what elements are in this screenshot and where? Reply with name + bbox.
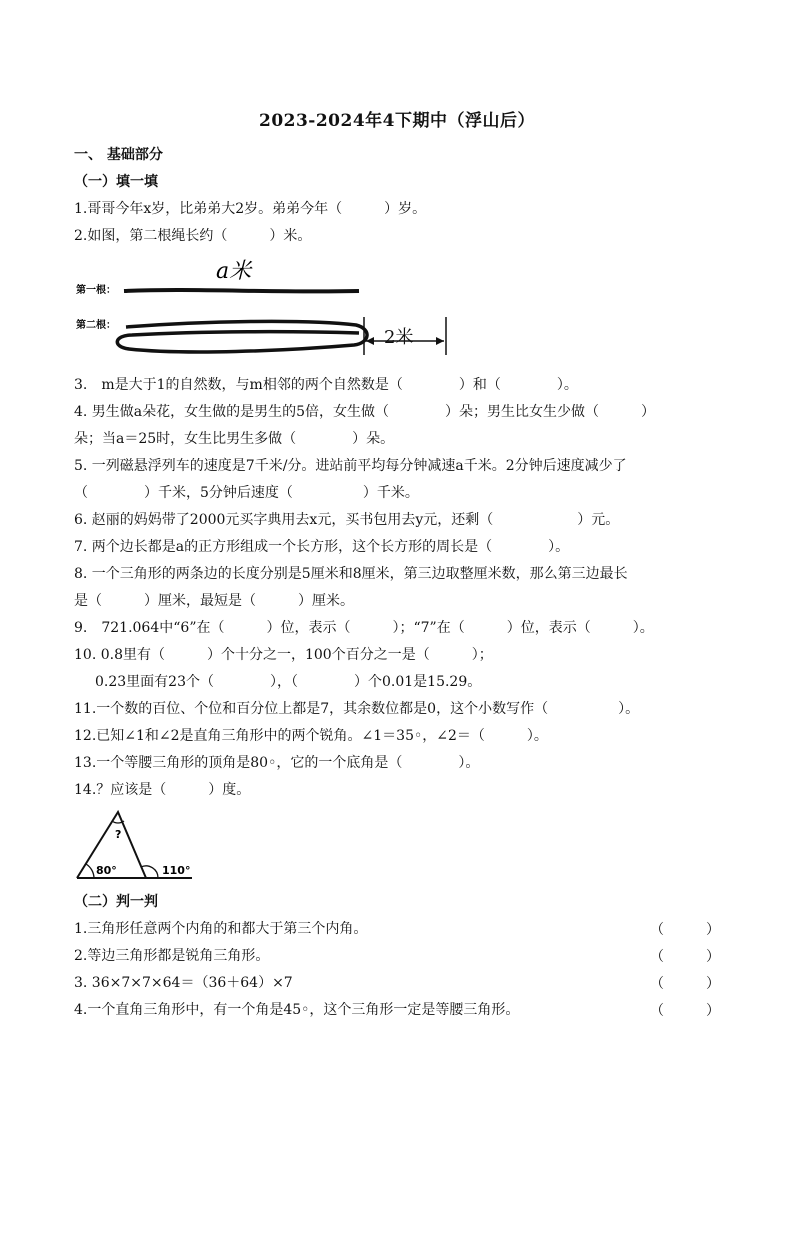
angle-110-label: 110° bbox=[162, 864, 191, 877]
part-fill-in: （一）填一填 bbox=[74, 174, 158, 190]
second-rope bbox=[117, 321, 367, 352]
rope-2m-label: 2米 bbox=[384, 327, 414, 348]
question-6: 6. 赵丽的妈妈带了2000元买字典用去x元，买书包用去y元，还剩（ ）元。 bbox=[74, 512, 620, 528]
question-3: 3. m是大于1的自然数，与m相邻的两个自然数是（ ）和（ ）。 bbox=[74, 377, 578, 393]
rope-second-label: 第二根： bbox=[76, 320, 116, 331]
angle-80-label: 80° bbox=[96, 864, 117, 877]
judge-2-text: 2.等边三角形都是锐角三角形。 bbox=[74, 948, 270, 964]
judge-3-answer[interactable]: （ ） bbox=[650, 976, 720, 992]
judge-1-text: 1.三角形任意两个内角的和都大于第三个内角。 bbox=[74, 921, 368, 937]
question-2: 2.如图，第二根绳长约（ ）米。 bbox=[74, 228, 312, 244]
angle-question-label: ? bbox=[115, 828, 122, 841]
question-7: 7. 两个边长都是a的正方形组成一个长方形，这个长方形的周长是（ ）。 bbox=[74, 539, 570, 555]
question-12: 12.已知∠1和∠2是直角三角形中的两个锐角。∠1＝35◦，∠2＝（ ）。 bbox=[74, 728, 548, 744]
judge-4-answer[interactable]: （ ） bbox=[650, 1003, 720, 1019]
arrow-right-icon bbox=[436, 337, 444, 345]
question-11: 11.一个数的百位、个位和百分位上都是7，其余数位都是0，这个小数写作（ ）。 bbox=[74, 701, 640, 717]
question-10-line2: 0.23里面有23个（ ），（ ）个0.01是15.29。 bbox=[95, 674, 482, 690]
question-10-line1: 10. 0.8里有（ ）个十分之一，100个百分之一是（ ）； bbox=[74, 647, 493, 663]
question-5-line1: 5. 一列磁悬浮列车的速度是7千米/分。进站前平均每分钟减速a千米。2分钟后速度减少了 bbox=[74, 458, 627, 474]
page-title: 2023-2024年4下期中（浮山后） bbox=[258, 111, 535, 131]
judge-4-text: 4.一个直角三角形中，有一个角是45◦，这个三角形一定是等腰三角形。 bbox=[74, 1002, 520, 1018]
question-4-line1: 4. 男生做a朵花，女生做的是男生的5倍，女生做（ ）朵；男生比女生少做（ ） bbox=[74, 404, 656, 420]
question-13: 13.一个等腰三角形的顶角是80◦，它的一个底角是（ ）。 bbox=[74, 755, 480, 771]
section-basic: 一、 基础部分 bbox=[74, 147, 163, 163]
question-4-line2: 朵；当a＝25时，女生比男生多做（ ）朵。 bbox=[74, 431, 395, 447]
question-14: 14.？应该是（ ）度。 bbox=[74, 782, 251, 798]
question-8-line1: 8. 一个三角形的两条边的长度分别是5厘米和8厘米，第三边取整厘米数，那么第三边最长 bbox=[74, 566, 628, 582]
judge-2-answer[interactable]: （ ） bbox=[650, 949, 720, 965]
angle-80-arc bbox=[86, 864, 94, 878]
judge-1-answer[interactable]: （ ） bbox=[650, 922, 720, 938]
question-9: 9. 721.064中“6”在（ ）位，表示（ ）；“7”在（ ）位，表示（ ）。 bbox=[74, 620, 654, 636]
triangle-figure bbox=[74, 808, 199, 883]
rope-a-label: a米 bbox=[216, 259, 252, 284]
rope-first-label: 第一根： bbox=[76, 285, 116, 296]
part-judge: （二）判一判 bbox=[74, 894, 158, 910]
judge-3-text: 3. 36×7×7×64＝（36＋64）×7 bbox=[74, 975, 293, 991]
first-rope bbox=[124, 290, 359, 291]
question-5-line2: （ ）千米，5分钟后速度（ ）千米。 bbox=[74, 485, 419, 501]
question-8-line2: 是（ ）厘米，最短是（ ）厘米。 bbox=[74, 593, 354, 609]
question-1: 1.哥哥今年x岁，比弟弟大2岁。弟弟今年（ ）岁。 bbox=[74, 201, 427, 217]
rope-figure bbox=[74, 255, 464, 365]
